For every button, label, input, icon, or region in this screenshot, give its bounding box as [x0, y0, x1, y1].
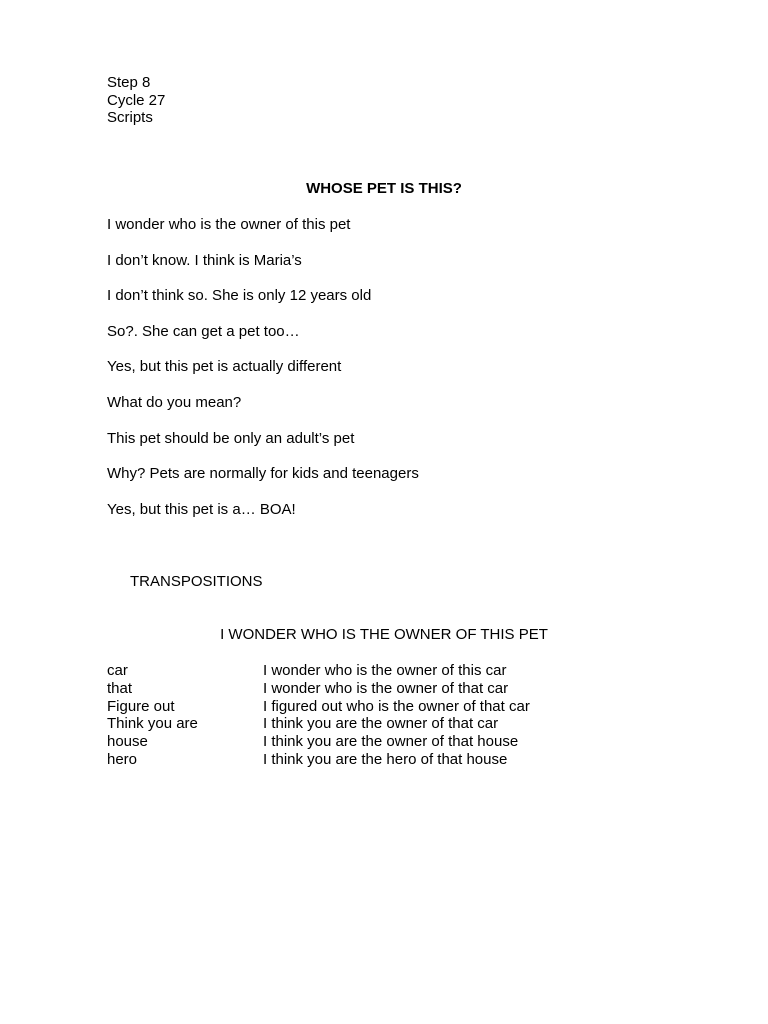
transposed-sentence: I think you are the hero of that house	[263, 750, 508, 768]
transposed-sentence: I wonder who is the owner of that car	[263, 679, 509, 697]
table-row	[107, 715, 530, 733]
table-row	[107, 751, 530, 769]
script-title: WHOSE PET IS THIS?	[306, 180, 462, 197]
document-header	[107, 74, 165, 127]
cue-word: car	[107, 662, 128, 679]
dialogue-line: This pet should be only an adult’s pet	[107, 429, 355, 447]
table-row	[107, 680, 530, 698]
dialogue-line: I don’t think so. She is only 12 years old	[107, 287, 372, 305]
transpositions-heading: TRANSPOSITIONS	[130, 573, 263, 590]
cue-word: house	[107, 733, 148, 751]
cycle-label: Cycle 27	[107, 91, 166, 109]
dialogue-line: Yes, but this pet is a… BOA!	[107, 500, 296, 518]
cue-word: hero	[107, 750, 138, 768]
transposed-sentence: I wonder who is the owner of this car	[263, 662, 507, 679]
section-label: Scripts	[107, 109, 153, 126]
transposed-sentence: I figured out who is the owner of that car	[263, 697, 530, 715]
cue-word: Figure out	[107, 697, 175, 715]
table-row	[107, 662, 530, 680]
table-row	[107, 698, 530, 716]
dialogue-line: I don’t know. I think is Maria’s	[107, 251, 302, 269]
table-row	[107, 733, 530, 751]
model-sentence: I WONDER WHO IS THE OWNER OF THIS PET	[220, 626, 548, 643]
transposed-sentence: I think you are the owner of that house	[263, 733, 519, 751]
dialogue-line: So?. She can get a pet too…	[107, 322, 300, 340]
cue-word: that	[107, 679, 133, 697]
transpositions-table	[107, 662, 530, 769]
dialogue-line: I wonder who is the owner of this pet	[107, 216, 351, 233]
cue-word: Think you are	[107, 715, 198, 733]
step-label: Step 8	[107, 74, 151, 91]
dialogue-line: What do you mean?	[107, 393, 242, 411]
dialogue-line: Why? Pets are normally for kids and teenagers	[107, 465, 419, 483]
transposed-sentence: I think you are the owner of that car	[263, 715, 499, 733]
dialogue-list	[107, 216, 419, 536]
dialogue-line: Yes, but this pet is actually different	[107, 358, 342, 376]
